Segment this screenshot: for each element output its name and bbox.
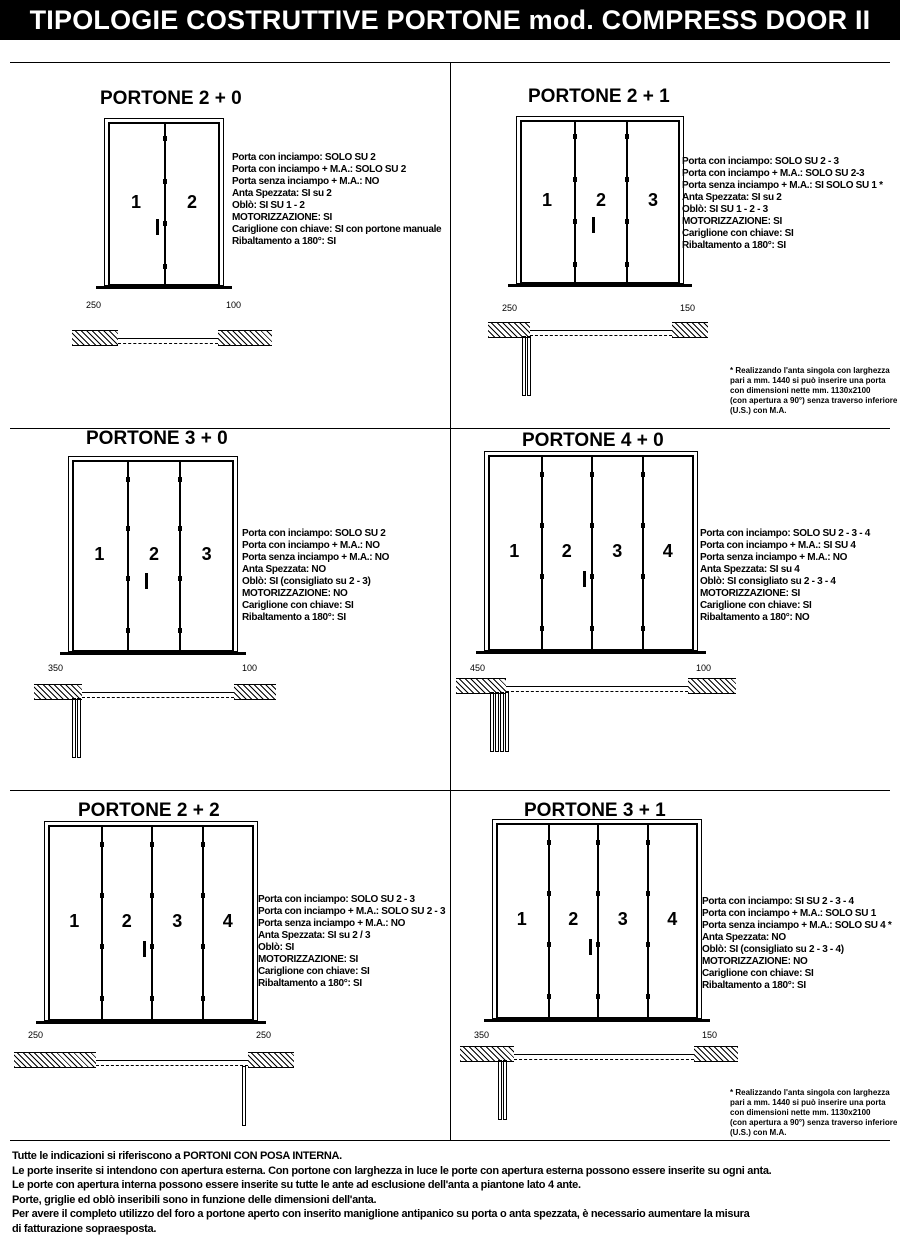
hinge-icon — [573, 219, 577, 224]
panel-number: 1 — [131, 192, 142, 212]
hinge-icon — [150, 842, 154, 847]
footer-notes — [12, 1149, 892, 1236]
spec-line: MOTORIZZAZIONE: SI — [682, 216, 782, 227]
hinge-icon — [100, 893, 104, 898]
panel-number: 2 — [148, 544, 159, 564]
spec-line: Porta senza inciampo + M.A.: NO — [232, 176, 380, 187]
spec-line: Porta con inciampo + M.A.: SI SU 4 — [700, 540, 856, 551]
spec-line: MOTORIZZAZIONE: SI — [700, 588, 800, 599]
hinge-icon — [126, 477, 130, 482]
spec-line: Porta con inciampo: SOLO SU 2 - 3 — [258, 894, 415, 905]
panel-number: 2 — [561, 541, 572, 561]
panel-number: 3 — [617, 909, 628, 929]
spec-line: Anta Spezzata: SI su 2 — [682, 192, 782, 203]
handle-icon — [589, 939, 592, 955]
portone-title: PORTONE 2 + 2 — [78, 800, 220, 821]
spec-line: Oblò: SI — [258, 942, 294, 953]
footer-line: Le porte inserite si intendono con apertura esterna. Con portone con larghezza in luce le porte con apertura esterna possono essere inserite su ogni anta. — [12, 1164, 772, 1177]
hinge-icon — [641, 523, 645, 528]
hinge-icon — [596, 994, 600, 999]
door-panel — [110, 124, 164, 284]
panel-number: 4 — [662, 541, 673, 561]
door-panel — [101, 827, 152, 1019]
spec-line: Anta Spezzata: SI su 4 — [700, 564, 800, 575]
hinge-icon — [150, 996, 154, 1001]
plan-track — [82, 692, 234, 698]
hinge-icon — [163, 136, 167, 141]
handle-icon — [145, 573, 148, 589]
portone-title: PORTONE 2 + 1 — [528, 86, 670, 107]
hinge-icon — [163, 221, 167, 226]
spec-line: Porta con inciampo: SOLO SU 2 - 3 — [682, 156, 839, 167]
floor-line — [96, 286, 232, 289]
dimension-left: 250 — [502, 303, 518, 313]
spec-line: MOTORIZZAZIONE: NO — [702, 956, 808, 967]
spec-line: Porta senza inciampo + M.A.: NO — [258, 918, 406, 929]
hinge-icon — [150, 893, 154, 898]
hinge-icon — [625, 134, 629, 139]
footnote-line: (U.S.) con M.A. — [730, 406, 787, 415]
hinge-icon — [126, 628, 130, 633]
stacked-panel — [505, 692, 509, 752]
panel-number: 3 — [648, 190, 659, 210]
footnote-line: * Realizzando l'anta singola con larghezza — [730, 366, 890, 375]
header-bar — [0, 0, 900, 40]
grid-vertical-line — [450, 62, 451, 1140]
panel-number: 2 — [187, 192, 198, 212]
spec-line: Oblò: SI SU 1 - 2 - 3 — [682, 204, 768, 215]
hinge-icon — [646, 942, 650, 947]
hinge-icon — [590, 472, 594, 477]
door-panel — [164, 124, 218, 284]
hinge-icon — [646, 891, 650, 896]
door-panel — [74, 462, 127, 650]
stacked-panel — [490, 692, 494, 752]
floor-line — [36, 1021, 266, 1024]
hinge-icon — [540, 523, 544, 528]
handle-icon — [592, 217, 595, 233]
handle-icon — [143, 941, 146, 957]
spec-line: Ribaltamento a 180°: SI — [232, 236, 336, 247]
wall-left-hatch — [72, 330, 118, 346]
spec-line: Anta Spezzata: SI su 2 — [232, 188, 332, 199]
wall-right-hatch — [672, 322, 708, 338]
hinge-icon — [540, 626, 544, 631]
hinge-icon — [540, 472, 544, 477]
spec-line: Cariglione con chiave: SI — [702, 968, 814, 979]
hinge-icon — [596, 891, 600, 896]
panel-number: 1 — [516, 909, 527, 929]
dimension-left: 350 — [48, 663, 64, 673]
door-panel — [541, 457, 592, 649]
door-elevation — [48, 825, 254, 1021]
dimension-right: 250 — [256, 1030, 272, 1040]
footer-line: Le porte con apertura interna possono essere inserite su tutte le ante ad esclusione dell'anta a piantone lato 4 ante. — [12, 1179, 581, 1191]
stacked-panel — [77, 698, 81, 758]
spec-line: Porta senza inciampo + M.A.: SOLO SU 4 * — [702, 920, 892, 931]
panel-number: 2 — [568, 909, 579, 929]
spec-line: Porta con inciampo + M.A.: NO — [242, 540, 380, 551]
hinge-icon — [573, 177, 577, 182]
hinge-icon — [178, 526, 182, 531]
hinge-icon — [625, 177, 629, 182]
spec-line: Porta con inciampo + M.A.: SOLO SU 2 — [232, 164, 406, 175]
hinge-icon — [641, 626, 645, 631]
stacked-panel — [72, 698, 76, 758]
hinge-icon — [625, 219, 629, 224]
hinge-icon — [100, 944, 104, 949]
spec-line: Porta senza inciampo + M.A.: NO — [242, 552, 390, 563]
spec-line: Ribaltamento a 180°: SI — [258, 978, 362, 989]
hinge-icon — [646, 994, 650, 999]
hinge-icon — [573, 262, 577, 267]
door-panel — [642, 457, 693, 649]
hinge-icon — [547, 994, 551, 999]
hinge-icon — [596, 942, 600, 947]
page-title: TIPOLOGIE COSTRUTTIVE PORTONE mod. COMPRESS DOOR II — [29, 5, 871, 35]
spec-line: Porta senza inciampo + M.A.: NO — [700, 552, 848, 563]
portone-title: PORTONE 2 + 0 — [100, 88, 242, 109]
door-panel — [522, 122, 574, 282]
door-elevation — [72, 460, 234, 652]
dimension-right: 100 — [226, 300, 242, 310]
stacked-panel — [498, 1060, 502, 1120]
stacked-panel — [503, 1060, 507, 1120]
spec-line: Cariglione con chiave: SI con portone manuale — [232, 224, 442, 235]
hinge-icon — [126, 526, 130, 531]
footer-line: di fatturazione sopraesposta. — [12, 1222, 157, 1235]
panel-number: 1 — [94, 544, 105, 564]
hinge-icon — [150, 944, 154, 949]
grid-row-line-2 — [10, 790, 890, 791]
hinge-icon — [163, 264, 167, 269]
hinge-icon — [201, 893, 205, 898]
spec-line: Porta con inciampo + M.A.: SOLO SU 2-3 — [682, 168, 865, 179]
spec-line: Ribaltamento a 180°: SI — [702, 980, 806, 991]
door-panel — [597, 825, 647, 1017]
spec-list — [242, 528, 389, 624]
spec-line: Oblò: SI (consigliato su 2 - 3 - 4) — [702, 944, 844, 955]
floor-line — [60, 652, 246, 655]
hinge-icon — [100, 842, 104, 847]
hinge-icon — [547, 891, 551, 896]
spec-line: Ribaltamento a 180°: SI — [242, 612, 346, 623]
hinge-icon — [201, 944, 205, 949]
footnote-line: pari a mm. 1440 si può inserire una porta — [730, 376, 886, 385]
spec-line: Cariglione con chiave: SI — [242, 600, 354, 611]
dimension-right: 150 — [680, 303, 696, 313]
footnote — [730, 1088, 897, 1138]
door-panel — [574, 122, 626, 282]
portone-title: PORTONE 3 + 0 — [86, 428, 228, 449]
hinge-icon — [178, 628, 182, 633]
footer-line: Per avere il completo utilizzo del foro a portone aperto con inserito maniglione antipanico su porta o anta spezzata, è necessario aumentare la misura — [12, 1208, 750, 1220]
footnote-line: * Realizzando l'anta singola con larghezza — [730, 1088, 890, 1097]
stacked-panel — [242, 1066, 246, 1126]
stacked-panel — [527, 336, 531, 396]
spec-line: Cariglione con chiave: SI — [258, 966, 370, 977]
handle-icon — [583, 571, 586, 587]
plan-track — [118, 338, 218, 344]
wall-right-hatch — [234, 684, 276, 700]
spec-line: MOTORIZZAZIONE: SI — [258, 954, 358, 965]
door-panel — [498, 825, 548, 1017]
panel-number: 1 — [542, 190, 553, 210]
door-panel — [626, 122, 678, 282]
footnote-line: con dimensioni nette mm. 1130x2100 — [730, 1108, 871, 1117]
stacked-panel — [500, 692, 504, 752]
dimension-left: 350 — [474, 1030, 490, 1040]
door-panel — [647, 825, 697, 1017]
door-panel — [490, 457, 541, 649]
footer-line: Porte, griglie ed oblò inseribili sono in funzione delle dimensioni dell'anta. — [12, 1193, 377, 1206]
spec-line: Ribaltamento a 180°: SI — [682, 240, 786, 251]
door-panel — [127, 462, 180, 650]
spec-line: Oblò: SI SU 1 - 2 — [232, 200, 305, 211]
spec-line: Ribaltamento a 180°: NO — [700, 612, 810, 623]
hinge-icon — [641, 574, 645, 579]
door-panel — [202, 827, 253, 1019]
footer-line: Tutte le indicazioni si riferiscono a PORTONI CON POSA INTERNA. — [12, 1150, 342, 1162]
panel-number: 2 — [121, 911, 132, 931]
door-panel — [591, 457, 642, 649]
spec-line: Anta Spezzata: NO — [702, 932, 786, 943]
spec-list — [232, 152, 441, 248]
hinge-icon — [573, 134, 577, 139]
portone-title: PORTONE 3 + 1 — [524, 800, 666, 821]
wall-left-hatch — [14, 1052, 96, 1068]
door-panel — [179, 462, 232, 650]
hinge-icon — [547, 840, 551, 845]
panel-number: 3 — [612, 541, 623, 561]
grid-bottom-line — [10, 1140, 890, 1141]
wall-right-hatch — [248, 1052, 294, 1068]
dimension-right: 150 — [702, 1030, 718, 1040]
wall-right-hatch — [688, 678, 736, 694]
spec-line: MOTORIZZAZIONE: NO — [242, 588, 348, 599]
stacked-panel — [495, 692, 499, 752]
hinge-icon — [547, 942, 551, 947]
plan-track — [514, 1054, 694, 1060]
spec-line: Anta Spezzata: NO — [242, 564, 326, 575]
footnote-line: (U.S.) con M.A. — [730, 1128, 787, 1137]
spec-line: Porta con inciampo: SOLO SU 2 — [232, 152, 376, 163]
dimension-left: 250 — [28, 1030, 44, 1040]
footnote-line: pari a mm. 1440 si può inserire una porta — [730, 1098, 886, 1107]
dimension-right: 100 — [242, 663, 258, 673]
footnote-line: con dimensioni nette mm. 1130x2100 — [730, 386, 871, 395]
footnote-line: (con apertura a 90°) senza traverso inferiore — [730, 1118, 898, 1127]
spec-list — [258, 894, 445, 990]
panel-number: 3 — [172, 911, 183, 931]
spec-line: Oblò: SI consigliato su 2 - 3 - 4 — [700, 576, 836, 587]
footnote — [730, 366, 897, 416]
footnote-line: (con apertura a 90°) senza traverso inferiore — [730, 396, 898, 405]
wall-right-hatch — [694, 1046, 738, 1062]
spec-line: Anta Spezzata: SI su 2 / 3 — [258, 930, 371, 941]
panel-number: 1 — [509, 541, 520, 561]
spec-line: Porta con inciampo + M.A.: SOLO SU 2 - 3 — [258, 906, 446, 917]
hinge-icon — [590, 523, 594, 528]
plan-track — [506, 686, 688, 692]
portone-title: PORTONE 4 + 0 — [522, 430, 664, 451]
door-elevation — [496, 823, 698, 1019]
spec-line: Porta con inciampo: SOLO SU 2 — [242, 528, 386, 539]
hinge-icon — [201, 996, 205, 1001]
hinge-icon — [126, 576, 130, 581]
hinge-icon — [625, 262, 629, 267]
floor-line — [484, 1019, 710, 1022]
door-panel — [50, 827, 101, 1019]
spec-line: Porta con inciampo: SI SU 2 - 3 - 4 — [702, 896, 854, 907]
plan-track — [96, 1060, 248, 1066]
panel-number: 4 — [667, 909, 678, 929]
spec-line: Cariglione con chiave: SI — [682, 228, 794, 239]
hinge-icon — [596, 840, 600, 845]
spec-line: Cariglione con chiave: SI — [700, 600, 812, 611]
floor-line — [508, 284, 692, 287]
panel-number: 1 — [69, 911, 80, 931]
hinge-icon — [641, 472, 645, 477]
dimension-left: 450 — [470, 663, 486, 673]
hinge-icon — [201, 842, 205, 847]
spec-line: MOTORIZZAZIONE: SI — [232, 212, 332, 223]
hinge-icon — [100, 996, 104, 1001]
hinge-icon — [178, 576, 182, 581]
door-elevation — [108, 122, 220, 286]
panel-number: 3 — [201, 544, 212, 564]
plan-track — [530, 330, 672, 336]
spec-line: Oblò: SI (consigliato su 2 - 3) — [242, 576, 371, 587]
spec-list — [682, 156, 883, 252]
spec-list — [700, 528, 870, 624]
hinge-icon — [178, 477, 182, 482]
hinge-icon — [163, 179, 167, 184]
hinge-icon — [590, 574, 594, 579]
spec-line: Porta con inciampo + M.A.: SOLO SU 1 — [702, 908, 876, 919]
door-elevation — [520, 120, 680, 284]
door-panel — [151, 827, 202, 1019]
hinge-icon — [646, 840, 650, 845]
spec-list — [702, 896, 891, 992]
door-panel — [548, 825, 598, 1017]
panel-number: 2 — [596, 190, 607, 210]
dimension-left: 250 — [86, 300, 102, 310]
stacked-panel — [522, 336, 526, 396]
dimension-right: 100 — [696, 663, 712, 673]
hinge-icon — [590, 626, 594, 631]
panel-number: 4 — [222, 911, 233, 931]
wall-right-hatch — [218, 330, 272, 346]
handle-icon — [156, 219, 159, 235]
floor-line — [476, 651, 706, 654]
spec-line: Porta senza inciampo + M.A.: SI SOLO SU 1 * — [682, 180, 883, 191]
door-elevation — [488, 455, 694, 651]
spec-line: Porta con inciampo: SOLO SU 2 - 3 - 4 — [700, 528, 871, 539]
hinge-icon — [540, 574, 544, 579]
